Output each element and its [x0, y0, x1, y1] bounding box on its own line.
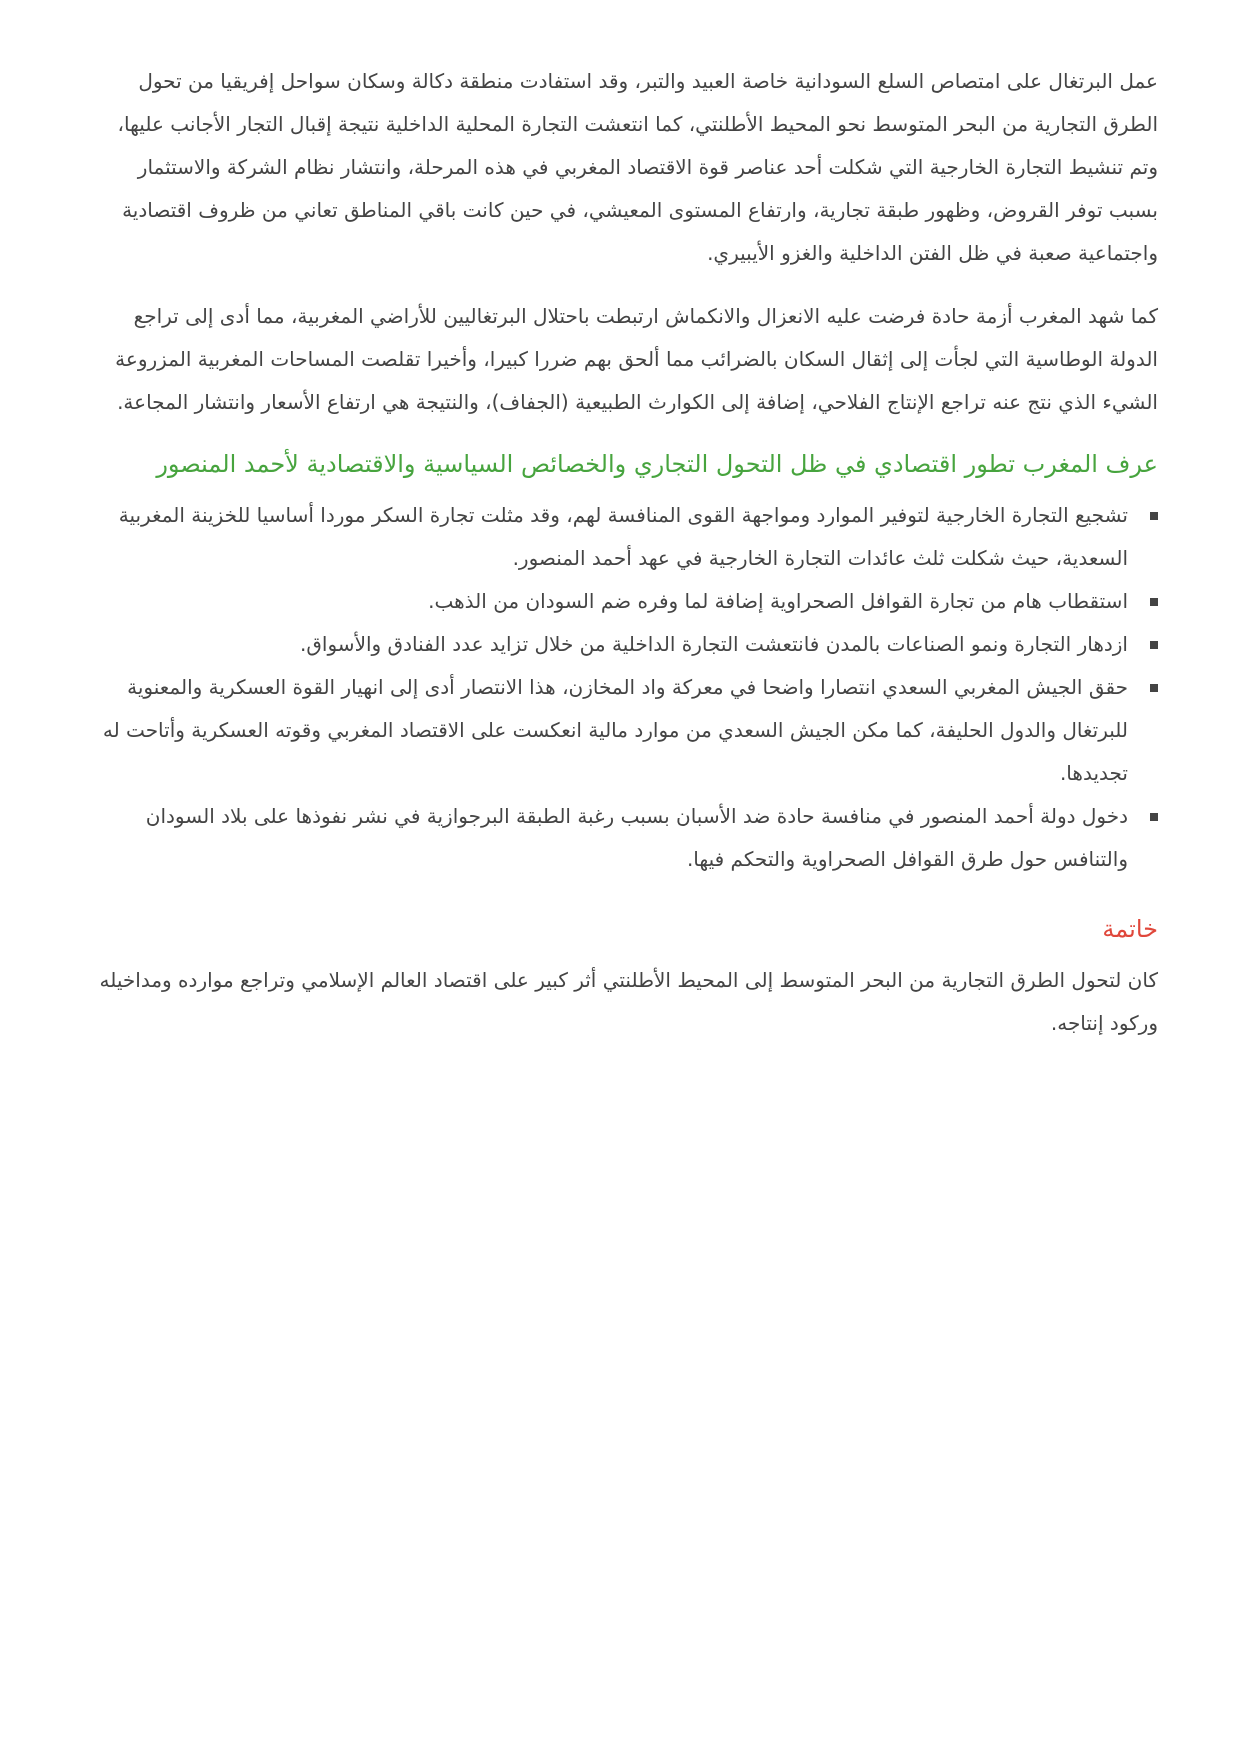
paragraph-morocco-crisis: كما شهد المغرب أزمة حادة فرضت عليه الانعزال والانكماش ارتبطت باحتلال البرتغاليين للأراضي المغربية، مما أدى إلى تراجع الدولة الوطاسية التي لجأت إلى إثقال السكان بالضرائب مما ألحق بهم ضررا كبيرا، وأخيرا تقلصت المساحات المغربية المزروعة الشيء الذي نتج عنه تراجع الإنتاج الفلاحي، إضافة إلى الكوارث الطبيعية (الجفاف)، والنتيجة هي ارتفاع الأسعار وانتشار المجاعة.: [115, 304, 1158, 414]
list-item-text: حقق الجيش المغربي السعدي انتصارا واضحا في معركة واد المخازن، هذا الانتصار أدى إلى انهيار القوة العسكرية والمعنوية للبرتغال والدول الحليفة، كما مكن الجيش السعدي من موارد مالية انعكست على الاقتصاد المغربي وقوته العسكرية وأتاحت له تجديدها.: [102, 675, 1128, 785]
list-item: [84, 580, 1128, 623]
square-bullet-icon: [1150, 813, 1158, 821]
square-bullet-icon: [1150, 641, 1158, 649]
list-item-text: ازدهار التجارة ونمو الصناعات بالمدن فانتعشت التجارة الداخلية من خلال تزايد عدد الفنادق والأسواق.: [300, 632, 1128, 656]
square-bullet-icon: [1150, 512, 1158, 520]
list-item: [84, 795, 1128, 881]
list-item: [84, 623, 1128, 666]
list-item-text: استقطاب هام من تجارة القوافل الصحراوية إضافة لما وفره ضم السودان من الذهب.: [428, 589, 1128, 613]
list-item-text: تشجيع التجارة الخارجية لتوفير الموارد ومواجهة القوى المنافسة لهم، وقد مثلت تجارة السكر موردا أساسيا للخزينة المغربية السعدية، حيث شكلت ثلث عائدات التجارة الخارجية في عهد أحمد المنصور.: [118, 503, 1128, 570]
square-bullet-icon: [1150, 684, 1158, 692]
conclusion-heading: خاتمة: [1102, 915, 1158, 943]
section-heading-mansour-economy: عرف المغرب تطور اقتصادي في ظل التحول التجاري والخصائص السياسية والاقتصادية لأحمد المنصور: [156, 450, 1158, 478]
square-bullet-icon: [1150, 598, 1158, 606]
list-item-text: دخول دولة أحمد المنصور في منافسة حادة ضد الأسبان بسبب رغبة الطبقة البرجوازية في نشر نفوذها على بلاد السودان والتنافس حول طرق القوافل الصحراوية والتحكم فيها.: [145, 804, 1128, 871]
list-item: [84, 494, 1128, 580]
bullet-list: [84, 494, 1158, 881]
conclusion-paragraph: كان لتحول الطرق التجارية من البحر المتوسط إلى المحيط الأطلنتي أثر كبير على اقتصاد العالم الإسلامي وتراجع موارده ومداخيله وركود إنتاجه.: [99, 968, 1158, 1035]
paragraph-portuguese-trade: عمل البرتغال على امتصاص السلع السودانية خاصة العبيد والتبر، وقد استفادت منطقة دكالة وسكان سواحل إفريقيا من تحول الطرق التجارية من البحر المتوسط نحو المحيط الأطلنتي، كما انتعشت التجارة المحلية الداخلية نتيجة إقبال التجار الأجانب عليها، وتم تنشيط التجارة الخارجية التي شكلت أحد عناصر قوة الاقتصاد المغربي في هذه المرحلة، وانتشار نظام الشركة والاستثمار بسبب توفر القروض، وظهور طبقة تجارية، وارتفاع المستوى المعيشي، في حين كانت باقي المناطق تعاني من ظروف اقتصادية واجتماعية صعبة في ظل الفتن الداخلية والغزو الأيبيري.: [117, 69, 1158, 265]
list-item: [84, 666, 1128, 795]
